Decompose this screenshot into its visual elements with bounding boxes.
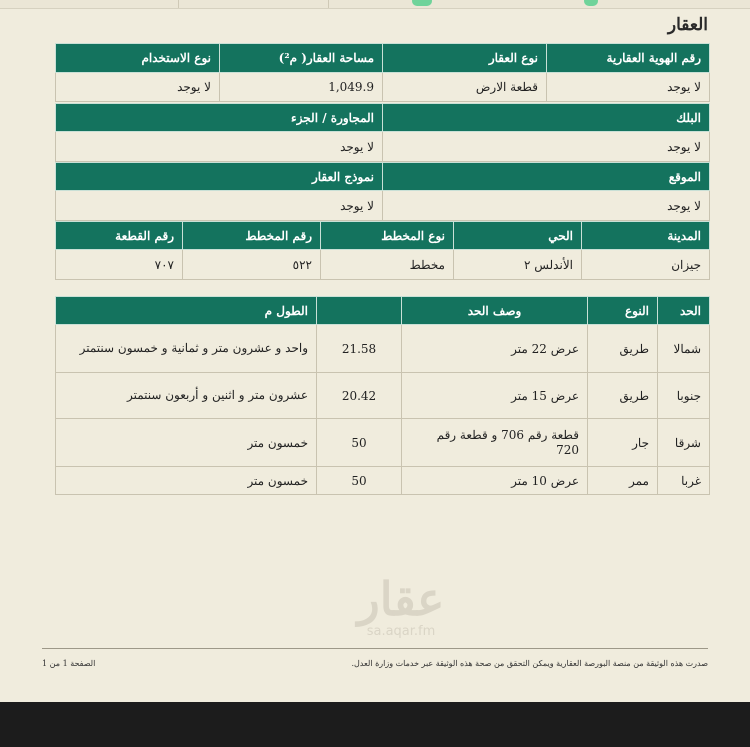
section-title: العقار xyxy=(667,15,708,35)
border-length: 21.58 xyxy=(317,325,402,373)
value-city: جيزان xyxy=(582,250,710,280)
border-length-text: خمسون متر xyxy=(56,419,317,467)
value-property-id: لا يوجد xyxy=(547,73,710,102)
column-divider xyxy=(178,0,179,8)
header-plan-number: رقم المخطط xyxy=(183,222,321,250)
watermark-domain: sa.aqar.fm xyxy=(366,624,436,639)
table-row xyxy=(56,419,710,467)
border-side: غربا xyxy=(658,467,710,495)
value-property-area: 1,049.9 xyxy=(220,73,383,102)
header-property-model: نموذج العقار xyxy=(56,163,383,191)
header-length-value xyxy=(317,297,402,325)
value-block: لا يوجد xyxy=(383,132,710,162)
border-description: عرض 15 متر xyxy=(402,373,588,419)
table-row xyxy=(56,467,710,495)
border-length: 50 xyxy=(317,419,402,467)
watermark-arabic: عقار xyxy=(357,572,445,626)
value-plan-type: مخطط xyxy=(321,250,454,280)
highlight-mark xyxy=(412,0,432,6)
value-plot-number: ٧٠٧ xyxy=(56,250,183,280)
header-property-area: مساحة العقار( م²) xyxy=(220,44,383,73)
header-plot-number: رقم القطعة xyxy=(56,222,183,250)
value-plan-number: ٥٢٢ xyxy=(183,250,321,280)
property-table-row2 xyxy=(55,103,710,162)
aqar-watermark-logo xyxy=(345,572,457,639)
borders-table xyxy=(55,296,710,495)
header-border-description: وصف الحد xyxy=(402,297,588,325)
border-side: جنوبا xyxy=(658,373,710,419)
header-length-meters: الطول م xyxy=(56,297,317,325)
border-length-text: عشرون متر و اثنين و أربعون سنتمتر xyxy=(56,373,317,419)
value-neighbourhood-part: لا يوجد xyxy=(56,132,383,162)
header-neighbourhood-part: المجاورة / الجزء xyxy=(56,104,383,132)
value-property-model: لا يوجد xyxy=(56,191,383,221)
border-length-text: خمسون متر xyxy=(56,467,317,495)
property-table-row1 xyxy=(55,43,710,102)
column-divider xyxy=(328,0,329,8)
header-side: الحد xyxy=(658,297,710,325)
value-location: لا يوجد xyxy=(383,191,710,221)
border-type: جار xyxy=(588,419,658,467)
footer-divider xyxy=(42,648,708,649)
border-length: 50 xyxy=(317,467,402,495)
highlight-mark xyxy=(584,0,598,6)
header-usage-type: نوع الاستخدام xyxy=(56,44,220,73)
value-district: الأندلس ٢ xyxy=(454,250,582,280)
border-length: 20.42 xyxy=(317,373,402,419)
header-city: المدينة xyxy=(582,222,710,250)
property-table-row4 xyxy=(55,221,710,280)
value-property-type: قطعة الارض xyxy=(383,73,547,102)
header-border-type: النوع xyxy=(588,297,658,325)
border-description: قطعة رقم 706 و قطعة رقم 720 xyxy=(402,419,588,467)
header-property-type: نوع العقار xyxy=(383,44,547,73)
property-table-row3 xyxy=(55,162,710,221)
border-type: طريق xyxy=(588,325,658,373)
header-property-id: رقم الهوية العقارية xyxy=(547,44,710,73)
header-plan-type: نوع المخطط xyxy=(321,222,454,250)
page-number: الصفحة 1 من 1 xyxy=(42,659,96,668)
border-length-text: واحد و عشرون متر و ثمانية و خمسون سنتمتر xyxy=(56,325,317,373)
footer-note: صدرت هذه الوثيقة من منصة البورصة العقارية ويمكن التحقق من صحة هذه الوثيقة عبر خدمات وزارة العدل. xyxy=(351,659,708,668)
border-side: شرقا xyxy=(658,419,710,467)
header-district: الحي xyxy=(454,222,582,250)
value-usage-type: لا يوجد xyxy=(56,73,220,102)
header-location: الموقع xyxy=(383,163,710,191)
previous-section-edge xyxy=(0,0,750,9)
border-side: شمالا xyxy=(658,325,710,373)
border-type: ممر xyxy=(588,467,658,495)
border-description: عرض 22 متر xyxy=(402,325,588,373)
border-description: عرض 10 متر xyxy=(402,467,588,495)
table-row xyxy=(56,325,710,373)
border-type: طريق xyxy=(588,373,658,419)
table-row xyxy=(56,373,710,419)
header-block: البلك xyxy=(383,104,710,132)
